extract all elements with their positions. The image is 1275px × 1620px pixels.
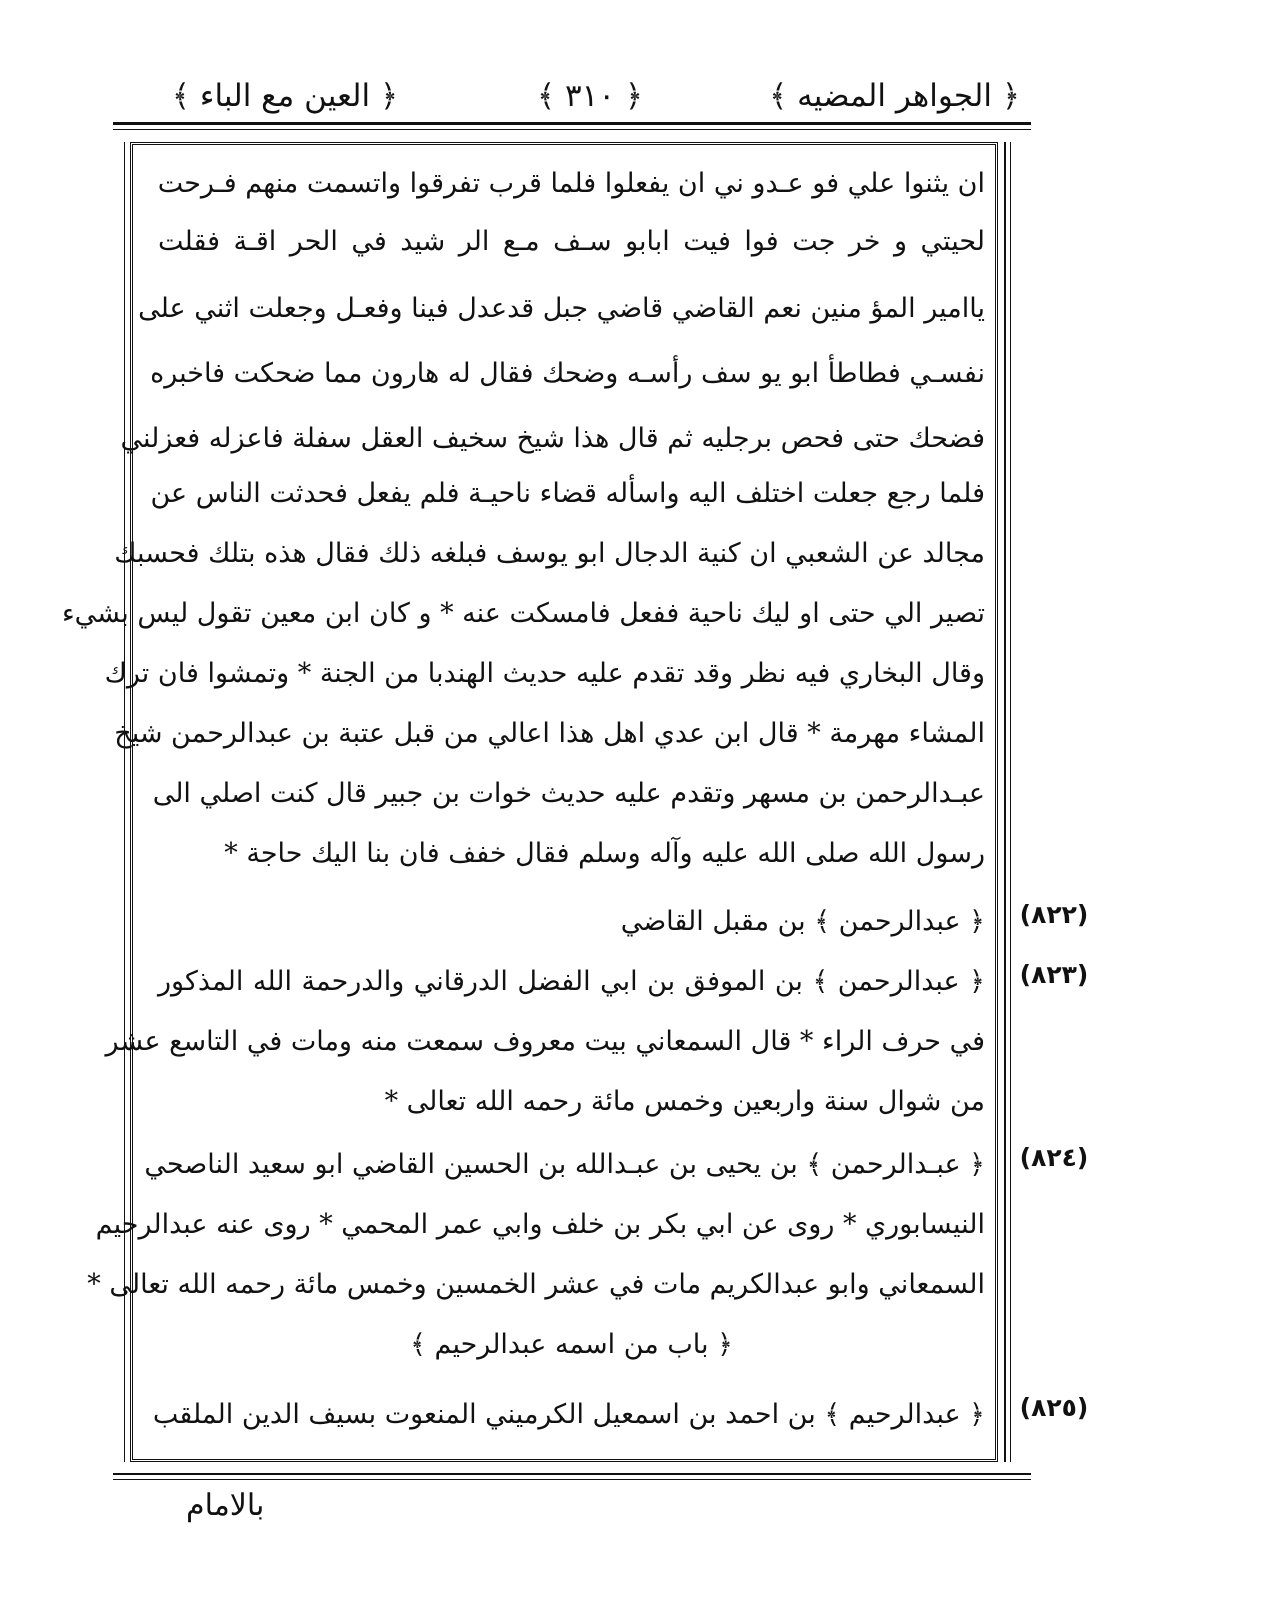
header-rule-thin (113, 129, 1031, 130)
entry-line: ﴿ عبدالرحيم ﴾ بن احمد بن اسمعيل الكرميني المنعوت بسيف الدين الملقب (152, 1399, 985, 1430)
running-header-book-title: ﴿ الجواهر المضيه ﴾ (769, 78, 1020, 114)
body-line: مجالد عن الشعبي ان كنية الدجال ابو يوسف فبلغه ذلك فقال هذه بتلك فحسبك (114, 538, 985, 569)
page-number: ﴿ ٣١٠ ﴾ (536, 78, 643, 114)
body-line: فضحك حتى فحص برجليه ثم قال هذا شيخ سخيف العقل سفلة فاعزله فعزلني (120, 423, 985, 454)
body-line: عبـدالرحمن بن مسهر وتقدم عليه حديث خوات بن جبير قال كنت اصلي الى (152, 778, 985, 809)
footer-rule (113, 1473, 1031, 1475)
entry-line: ﴿ عبـدالرحمن ﴾ بن يحيى بن عبـدالله بن الحسين القاضي ابو سعيد الناصحي (144, 1149, 985, 1180)
entry-line: ﴿ عبدالرحمن ﴾ بن الموفق بن ابي الفضل الدرقاني والدرحمة الله المذكور (158, 966, 985, 997)
entry-line: ﴿ عبدالرحمن ﴾ بن مقبل القاضي (620, 906, 985, 937)
entry-line: من شوال سنة واربعين وخمس مائة رحمه الله تعالى * (384, 1086, 985, 1117)
catchword: بالامام (186, 1488, 265, 1523)
entry-line: السمعاني وابو عبدالكريم مات في عشر الخمسين وخمس مائة رحمه الله تعالى * (87, 1269, 985, 1300)
footer-rule-thin (113, 1479, 1031, 1480)
body-line: نفسـي فطاطأ ابو يو سف رأسـه وضحك فقال له هارون مما ضحكت فاخبره (150, 358, 985, 389)
body-line: وقال البخاري فيه نظر وقد تقدم عليه حديث الهندبا من الجنة * وتمشوا فان ترك (104, 658, 985, 689)
entry-number: (٨٢٣) (1019, 960, 1089, 989)
entry-line: في حرف الراء * قال السمعاني بيت معروف سمعت منه ومات في التاسع عشر (105, 1026, 985, 1057)
frame-rule-right (1004, 142, 1006, 1462)
body-line: ياامير المؤ منين نعم القاضي قاضي جبل قدعدل فينا وفعـل وجعلت اثني على (138, 293, 985, 324)
body-line: تصير الي حتى او ليك ناحية ففعل فامسكت عنه * و كان ابن معين تقول ليس بشيء (61, 598, 985, 629)
entry-number: (٨٢٥) (1019, 1393, 1089, 1422)
entry-number: (٨٢٢) (1019, 900, 1089, 929)
body-line: المشاء مهرمة * قال ابن عدي اهل هذا اعالي من قبل عتبة بن عبدالرحمن شيخ (114, 718, 985, 749)
body-line: فلما رجع جعلت اختلف اليه واسأله قضاء ناحيـة فلم يفعل فحدثت الناس عن (150, 478, 985, 509)
running-header-section: ﴿ العين مع الباء ﴾ (171, 78, 399, 114)
header-rule (113, 122, 1031, 125)
body-line: رسول الله صلى الله عليه وآله وسلم فقال خفف فان بنا اليك حاجة * (224, 838, 985, 869)
entry-number: (٨٢٤) (1019, 1143, 1089, 1172)
body-line: لحيتي و خر جت فوا فيت ابابو سـف مـع الر شيد في الحر اقـة فقلت (158, 226, 985, 257)
frame-rule-right-thin (1010, 142, 1011, 1462)
entry-line: النيسابوري * روى عن ابي بكر بن خلف وابي عمر المحمي * روى عنه عبدالرحيم (95, 1209, 985, 1240)
body-line: ان يثنوا علي فو عـدو ني ان يفعلوا فلما قرب تفرقوا واتسمت منهم فـرحت (157, 168, 985, 199)
chapter-heading: ﴿ باب من اسمه عبدالرحيم ﴾ (410, 1329, 733, 1360)
